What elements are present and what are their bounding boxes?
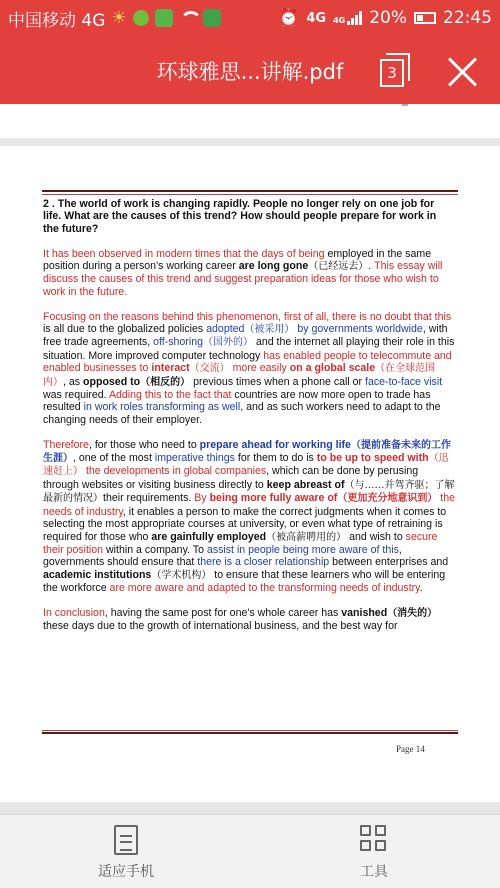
battery-icon bbox=[414, 12, 436, 24]
fit-to-phone-label: 适应手机 bbox=[98, 864, 154, 880]
essay-question: 2 . The world of work is changing rapidly. People no longer rely on one job for life. What are the causes of this trend? How should people prepare for work in the future? bbox=[43, 198, 437, 235]
paragraph-intro: It has been observed in modern times that the days of being employed in the same position during a person's working career are long gone（已经远去）. This essay will discuss the causes of this trend and suggest preparation ideas for those who wish to work in the future. bbox=[43, 247, 443, 298]
notification-image-icon bbox=[155, 9, 173, 27]
paragraph-conclusion: In conclusion, having the same post for one's whole career has vanished（消失的） these days due to the growth of international business, and the best way for bbox=[43, 606, 438, 633]
page-count-badge: 3 bbox=[380, 59, 404, 87]
previous-page-fragment bbox=[0, 104, 500, 138]
notification-chat-icon bbox=[203, 9, 221, 27]
top-rule bbox=[42, 190, 458, 192]
network-type-label-2: 4G bbox=[333, 16, 346, 25]
wifi-icon bbox=[179, 11, 197, 25]
bottom-rule bbox=[42, 732, 458, 734]
status-bar bbox=[0, 0, 500, 36]
bottom-toolbar bbox=[0, 814, 500, 888]
carrier-label: 中国移动 4G bbox=[8, 10, 106, 31]
paragraph-causes: Focusing on the reasons behind this phenomenon, first of all, there is no doubt that this is all due to the globalized policies adopted（被采用） by governments worldwide, with free trade agreements, off-shoring（国外的） and the internet all playing their role in this situation. More improved computer technology has enabled people to telecommute and enabled businesses to interact（交流） more easily on a global scale（在全球范围内）, as opposed to（相反的） previous times when a phone call or face-to-face visit was required. Adding this to the fact that countries are now more open to trade has resulted in work roles transforming as well, and as such workers need to adapt to the changing needs of their employer. bbox=[43, 310, 455, 426]
notification-app-icon bbox=[133, 10, 149, 26]
battery-percent: 20% bbox=[369, 8, 407, 28]
paragraph-preparation: Therefore, for those who need to prepare ahead for working life（提前准备未来的工作生涯）, one of the most imperative things for them to do is to be up to speed with（迅速赶上） the developments in global companies, which can be done by perusing through websites or visiting business directly to keep abreast of（与……并驾齐驱；了解最新的情况）their requirements. By being more fully aware of（更加充分地意识到） the needs of industry, it enables a person to make the correct judgments when it comes to selecting the most appropriate courses at university, or even what type of retraining is required for those who are gainfully employed（被高薪聘用的） and wish to secure their position within a company. To assist in people being more aware of this, governments should ensure that there is a closer relationship between enterprises and academic institutions（学术机构） to ensure that these learners who will be entering the workforce are more aware and adapted to the transforming needs of industry. bbox=[43, 438, 456, 595]
page-overview-button[interactable] bbox=[380, 53, 410, 87]
pdf-viewer[interactable] bbox=[0, 104, 500, 814]
clock: 22:45 bbox=[443, 8, 492, 28]
close-button[interactable] bbox=[447, 56, 479, 88]
alarm-icon: ⏰ bbox=[278, 8, 300, 28]
document-icon bbox=[114, 825, 138, 855]
network-type-label: 4G bbox=[306, 10, 327, 26]
weather-sun-icon: ☀ bbox=[111, 7, 127, 28]
document-title: 环球雅思...讲解.pdf bbox=[156, 60, 344, 84]
fit-to-phone-button[interactable] bbox=[66, 825, 186, 881]
grid-icon bbox=[360, 825, 388, 855]
page-number: Page 14 bbox=[396, 744, 425, 754]
tools-button[interactable] bbox=[314, 825, 434, 881]
page-content bbox=[43, 198, 455, 645]
tools-label: 工具 bbox=[360, 864, 388, 880]
signal-strength-icon bbox=[333, 11, 362, 25]
pdf-page bbox=[0, 146, 500, 802]
title-bar bbox=[0, 36, 500, 104]
